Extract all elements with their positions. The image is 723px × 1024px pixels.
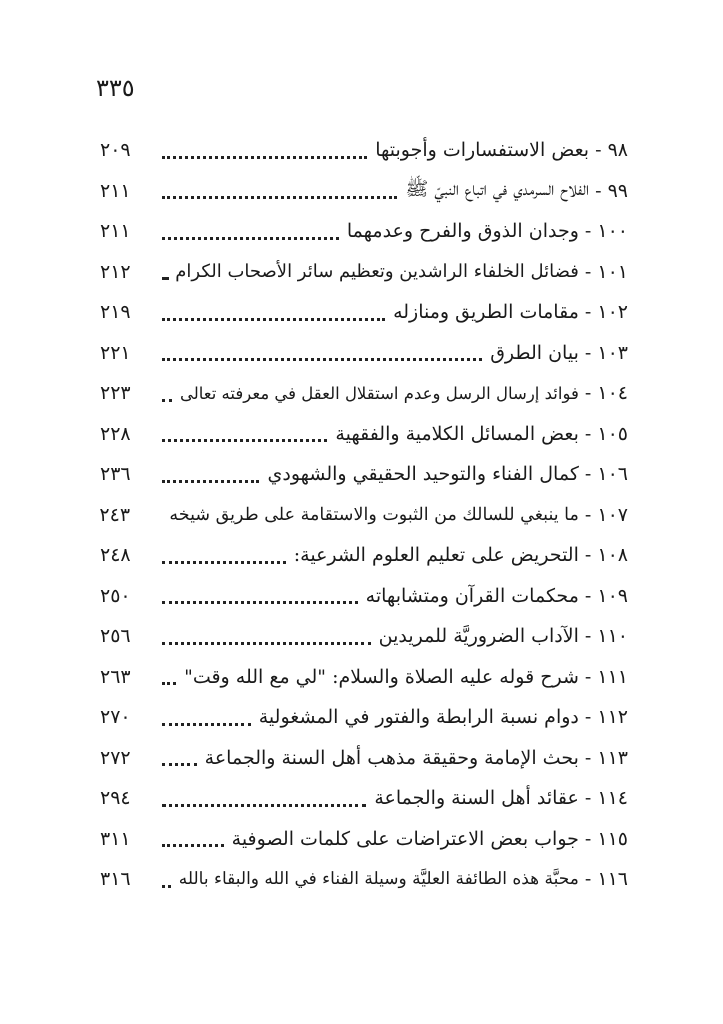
leader-dots (162, 599, 358, 604)
entry-title: بحث الإمامة وحقيقة مذهب أهل السنة والجماعة (204, 746, 579, 769)
entry-separator: - (578, 382, 598, 405)
entry-title: فوائد إرسال الرسل وعدم استقلال العقل في معرفته تعالى (179, 383, 579, 403)
entry-page: ٢١٩ (100, 301, 131, 324)
entry-separator: - (578, 341, 598, 364)
toc-entry (100, 292, 628, 333)
leader-dots (162, 802, 366, 807)
entry-separator: - (589, 139, 608, 162)
toc-entry (100, 738, 628, 779)
page-number: ٣٣٥ (96, 74, 135, 102)
entry-page: ٢٧٠ (100, 706, 131, 729)
entry-separator: - (578, 260, 598, 283)
entry-title: عقائد أهل السنة والجماعة (374, 787, 579, 810)
entry-page: ٢٥٦ (100, 625, 131, 648)
leader-dots (162, 883, 171, 888)
toc-entry (100, 616, 628, 657)
leader-dots (162, 194, 397, 199)
entry-title: بعض المسائل الكلامية والفقهية (335, 422, 579, 445)
entry-title: وجدان الذوق والفرح وعدمهما (346, 220, 579, 243)
entry-separator: - (589, 179, 608, 202)
toc-entry (100, 333, 628, 374)
toc-entry (100, 171, 628, 212)
entry-page: ٢٤٣ (99, 503, 131, 526)
toc-entry (100, 576, 628, 617)
entry-page: ٣١١ (100, 827, 131, 850)
leader-dots (162, 559, 286, 564)
entry-number: ١٠٦ (597, 463, 628, 486)
entry-page: ٢٢١ (100, 341, 131, 364)
entry-page: ٢٢٨ (100, 422, 131, 445)
entry-separator: - (578, 584, 598, 607)
entry-page: ٢٥٠ (100, 584, 131, 607)
entry-number: ١٠٠ (597, 220, 628, 243)
entry-separator: - (578, 301, 598, 324)
leader-dots (162, 680, 176, 685)
toc-entry (100, 252, 628, 293)
entry-title: دوام نسبة الرابطة والفتور في المشغولية (258, 706, 579, 729)
entry-number: ١٠٢ (597, 301, 628, 324)
entry-page: ٢٧٢ (100, 746, 131, 769)
entry-number: ١١٤ (597, 787, 628, 810)
toc-entry (100, 657, 628, 698)
entry-separator: - (578, 706, 598, 729)
entry-number: ٩٩ (607, 179, 628, 202)
leader-dots (162, 356, 482, 361)
entry-title: محكمات القرآن ومتشابهاته (365, 584, 579, 607)
entry-separator: - (578, 422, 598, 445)
leader-dots (162, 275, 167, 280)
entry-number: ١١٥ (597, 827, 628, 850)
leader-dots (162, 154, 367, 159)
entry-number: ١٠٣ (597, 341, 628, 364)
entry-separator: - (578, 746, 598, 769)
toc-entry (100, 495, 628, 536)
entry-separator: - (578, 787, 598, 810)
toc-entry (100, 130, 628, 171)
entry-title: بيان الطرق (490, 341, 579, 364)
leader-dots (162, 721, 251, 726)
toc-entry (100, 697, 628, 738)
toc-entry (100, 454, 628, 495)
entry-title: شرح قوله عليه الصلاة والسلام: "لي مع الله وقت" (184, 665, 579, 688)
toc-entry (100, 859, 628, 900)
entry-page: ٣١٦ (100, 868, 131, 891)
entry-number: ١٠٤ (597, 382, 628, 405)
toc-entry (100, 373, 628, 414)
entry-number: ٩٨ (607, 139, 628, 162)
entry-number: ١١١ (597, 665, 628, 688)
entry-page: ٢٠٩ (100, 139, 131, 162)
entry-number: ١٠١ (597, 260, 628, 283)
leader-dots (162, 478, 259, 483)
entry-number: ١١٢ (597, 706, 628, 729)
toc-entry (100, 535, 628, 576)
entry-page: ٢٤٨ (100, 544, 131, 567)
entry-number: ١١٦ (597, 868, 628, 891)
entry-number: ١٠٥ (597, 422, 628, 445)
entry-page: ٢١١ (100, 220, 131, 243)
entry-title: الآداب الضروريَّة للمريدين (378, 625, 579, 648)
entry-title: الفلاح السرمدي في اتباع النبيّ ﷺ (405, 177, 590, 200)
entry-title: جواب بعض الاعتراضات على كلمات الصوفية (231, 827, 579, 850)
leader-dots (162, 235, 339, 240)
entry-title: ما ينبغي للسالك من الثبوت والاستقامة على طريق شيخه (169, 504, 579, 525)
leader-dots (162, 397, 172, 402)
entry-separator: - (578, 665, 598, 688)
entry-number: ١٠٩ (597, 584, 628, 607)
entry-separator: - (578, 503, 598, 526)
toc-entry (100, 211, 628, 252)
entry-separator: - (578, 463, 598, 486)
entry-page: ٢٢٣ (100, 382, 131, 405)
entry-number: ١١٠ (597, 625, 628, 648)
entry-page: ٢١١ (100, 179, 131, 202)
leader-dots (162, 640, 371, 645)
toc-entry (100, 778, 628, 819)
leader-dots (162, 437, 327, 442)
entry-separator: - (578, 827, 598, 850)
entry-title: محبَّة هذه الطائفة العليَّة وسيلة الفناء في الله والبقاء بالله (178, 869, 579, 890)
table-of-contents (100, 130, 628, 900)
leader-dots (162, 842, 224, 847)
entry-separator: - (578, 544, 598, 567)
entry-title: فضائل الخلفاء الراشدين وتعظيم سائر الأصحاب الكرام (175, 261, 579, 283)
entry-title: كمال الفناء والتوحيد الحقيقي والشهودي (267, 463, 579, 486)
entry-page: ٢١٢ (100, 260, 131, 283)
leader-dots (162, 761, 197, 766)
entry-separator: - (578, 868, 598, 891)
entry-page: ٢٣٦ (100, 463, 131, 486)
entry-title: بعض الاستفسارات وأجوبتها (375, 139, 590, 162)
entry-separator: - (578, 625, 598, 648)
toc-entry (100, 414, 628, 455)
entry-page: ٢٩٤ (100, 787, 131, 810)
entry-page: ٢٦٣ (100, 665, 131, 688)
entry-separator: - (578, 220, 598, 243)
entry-title: التحريض على تعليم العلوم الشرعية: (293, 544, 579, 567)
entry-title: مقامات الطريق ومنازله (393, 301, 579, 324)
leader-dots (162, 316, 385, 321)
toc-entry (100, 819, 628, 860)
entry-number: ١١٣ (597, 746, 628, 769)
entry-number: ١٠٧ (597, 503, 628, 526)
entry-number: ١٠٨ (597, 544, 628, 567)
